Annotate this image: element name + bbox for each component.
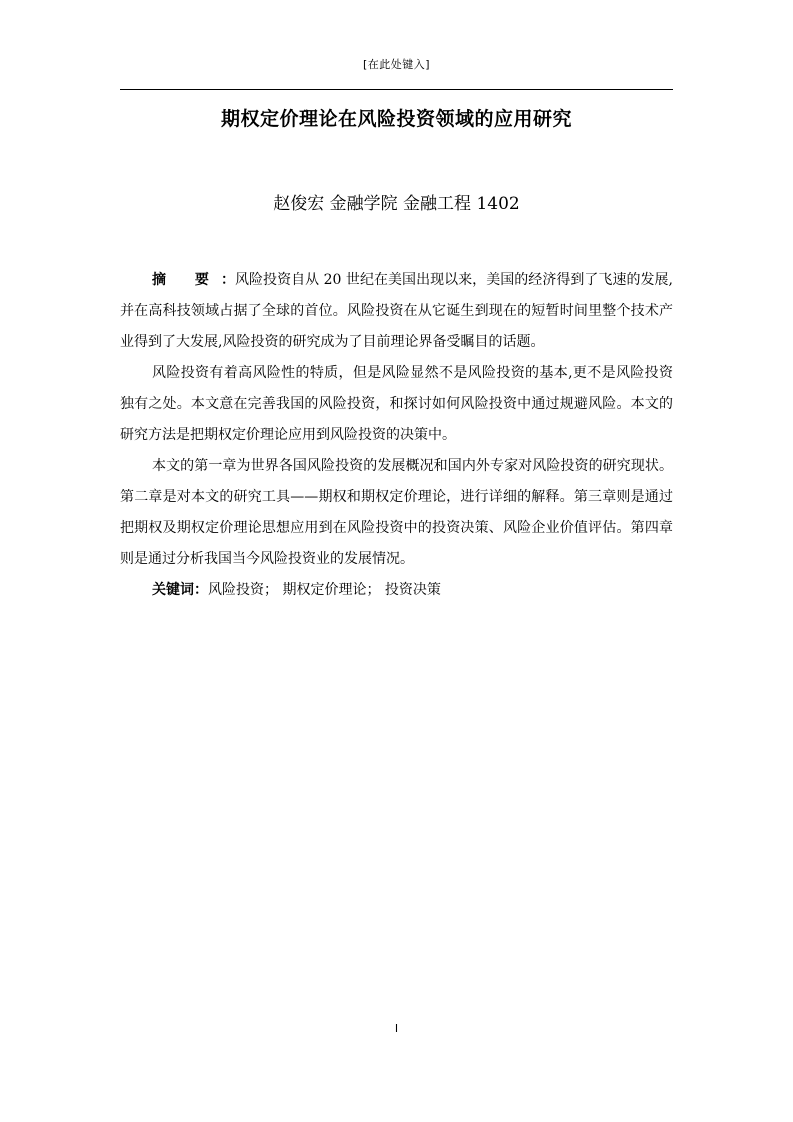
- abstract-paragraph-1: [120, 265, 673, 358]
- abstract-text-1: 风险投资自从 20 世纪在美国出现以来，美国的经济得到了飞速的发展,并在高科技领域占据了全球的首位。风险投资在从它诞生到现在的短暂时间里整个技术产业得到了大发展,风险投资的研究成为了目前理论界备受瞩目的话题。: [120, 272, 674, 350]
- document-title: 期权定价理论在风险投资领域的应用研究: [220, 108, 572, 130]
- abstract-paragraph-2: [120, 358, 673, 451]
- abstract-text-3: 本文的第一章为世界各国风险投资的发展概况和国内外专家对风险投资的研究现状。第二章是对本文的研究工具——期权和期权定价理论，进行详细的解释。第三章则是通过把期权及期权定价理论思想应用到在风险投资中的投资决策、风险企业价值评估。第四章则是通过分析我国当今风险投资业的发展情况。: [120, 458, 673, 567]
- keywords-colon: ：: [194, 582, 208, 598]
- page-header: [在此处键入]: [362, 58, 431, 71]
- page-number: I: [394, 1022, 399, 1035]
- abstract-text-2: 风险投资有着高风险性的特质，但是风险显然不是风险投资的基本,更不是风险投资独有之处。本文意在完善我国的风险投资，和探讨如何风险投资中通过规避风险。本文的研究方法是把期权定价理论应用到风险投资的决策中。: [120, 365, 673, 443]
- abstract-label-colon: ：: [220, 272, 235, 288]
- abstract-label: 摘 要: [152, 272, 221, 288]
- header-rule: [120, 89, 673, 90]
- abstract-paragraph-3: [120, 451, 673, 575]
- keywords-line: [120, 575, 673, 606]
- keywords-label: 关键词: [152, 582, 194, 598]
- abstract-section: [120, 265, 673, 606]
- keywords-text: 风险投资； 期权定价理论； 投资决策: [208, 582, 441, 598]
- author-line: 赵俊宏 金融学院 金融工程 1402: [273, 194, 520, 214]
